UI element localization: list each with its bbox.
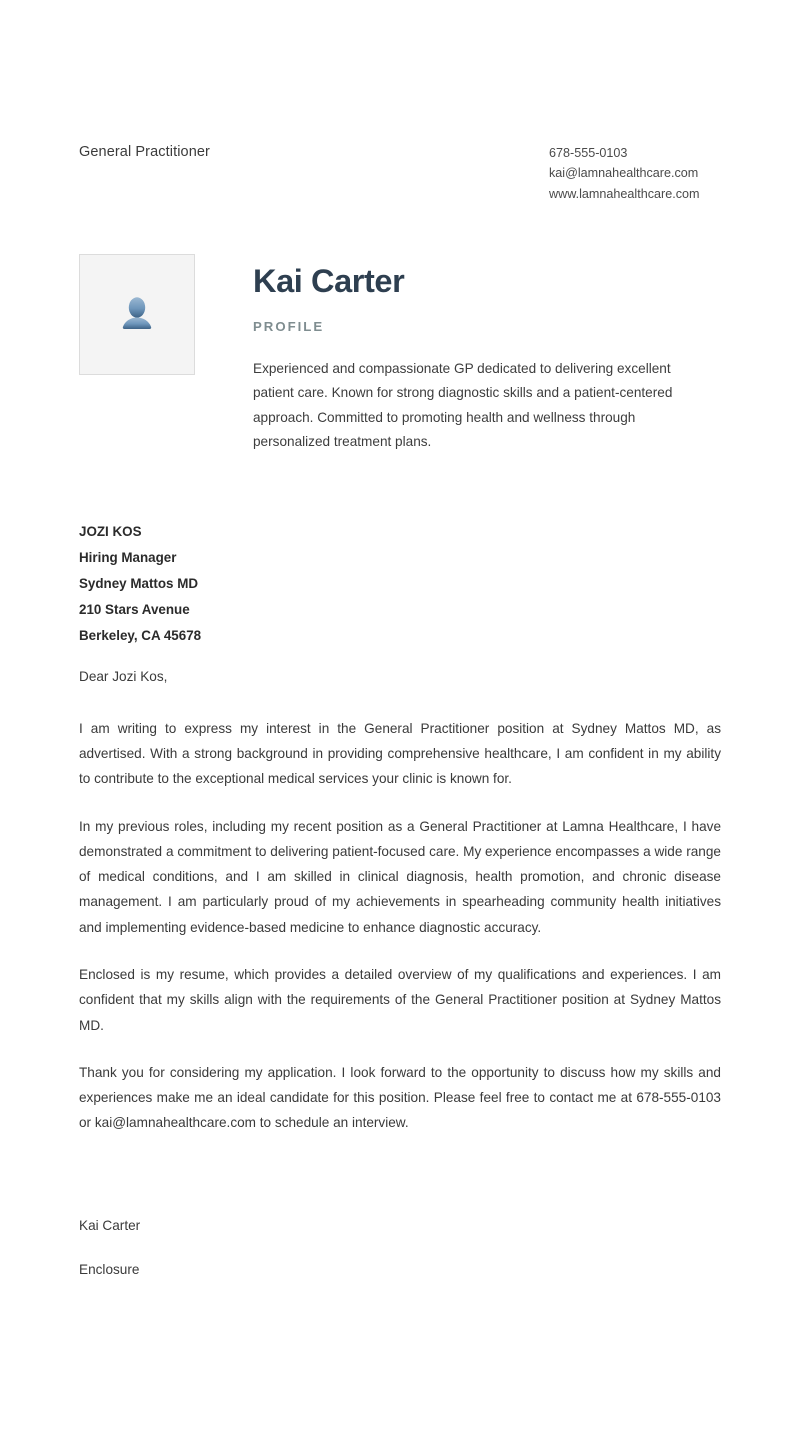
contact-email: kai@lamnahealthcare.com	[549, 166, 699, 181]
letter-paragraph: Enclosed is my resume, which provides a detailed overview of my qualifications and experiences. I am confident that my skills align with the requirements of the General Practitioner position at Sydney Mattos MD.	[79, 967, 721, 1033]
profile-text-column	[253, 263, 721, 454]
recipient-line: 210 Stars Avenue	[79, 602, 190, 617]
applicant-job-title: General Practitioner	[79, 144, 210, 160]
recipient-address-block	[79, 519, 479, 649]
recipient-line: Berkeley, CA 45678	[79, 628, 202, 643]
recipient-line: Sydney Mattos MD	[79, 576, 199, 591]
applicant-name: Kai Carter	[253, 263, 405, 299]
letter-paragraph: I am writing to express my interest in the General Practitioner position at Sydney Mattos MD, as advertised. With a strong background in providing comprehensive healthcare, I am confident in my ability to contribute to the exceptional medical services your clinic is known for.	[79, 720, 721, 787]
profile-section-label: PROFILE	[253, 319, 325, 335]
letter-body	[79, 666, 721, 1136]
recipient-line: JOZI KOS	[79, 524, 142, 539]
signature-name: Kai Carter	[79, 1218, 141, 1233]
letter-paragraph: In my previous roles, including my recent position as a General Practitioner at Lamna Healthcare, I have demonstrated a commitment to delivering patient-focused care. My experience encompasses a wide range of medical conditions, and I am skilled in clinical diagnosis, health promotion, and chronic disease management. I am particularly proud of my achievements in spearheading community health initiatives and implementing evidence-based medicine to enhance diagnostic accuracy.	[79, 818, 721, 935]
contact-website: www.lamnahealthcare.com	[549, 186, 700, 201]
person-avatar-icon	[116, 295, 158, 335]
recipient-line: Hiring Manager	[79, 550, 177, 565]
contact-details-block	[549, 143, 729, 204]
enclosure-note: Enclosure	[79, 1261, 140, 1277]
letter-salutation: Dear Jozi Kos,	[79, 669, 168, 684]
profile-summary-text: Experienced and compassionate GP dedicated to delivering excellent patient care. Known for strong diagnostic skills and a patient-centered approach. Committed to promoting health and wellness through personalized treatment plans.	[253, 361, 673, 449]
contact-phone: 678-555-0103	[549, 146, 628, 160]
letter-header	[79, 143, 721, 201]
letter-paragraph: Thank you for considering my application. I look forward to the opportunity to discuss how my skills and experiences make me an ideal candidate for this position. Please feel free to contact me at 678-555-0103 or kai@lamnahealthcare.com to schedule an interview.	[79, 1064, 721, 1131]
photo-placeholder	[79, 254, 195, 375]
signature-block	[79, 1215, 479, 1281]
